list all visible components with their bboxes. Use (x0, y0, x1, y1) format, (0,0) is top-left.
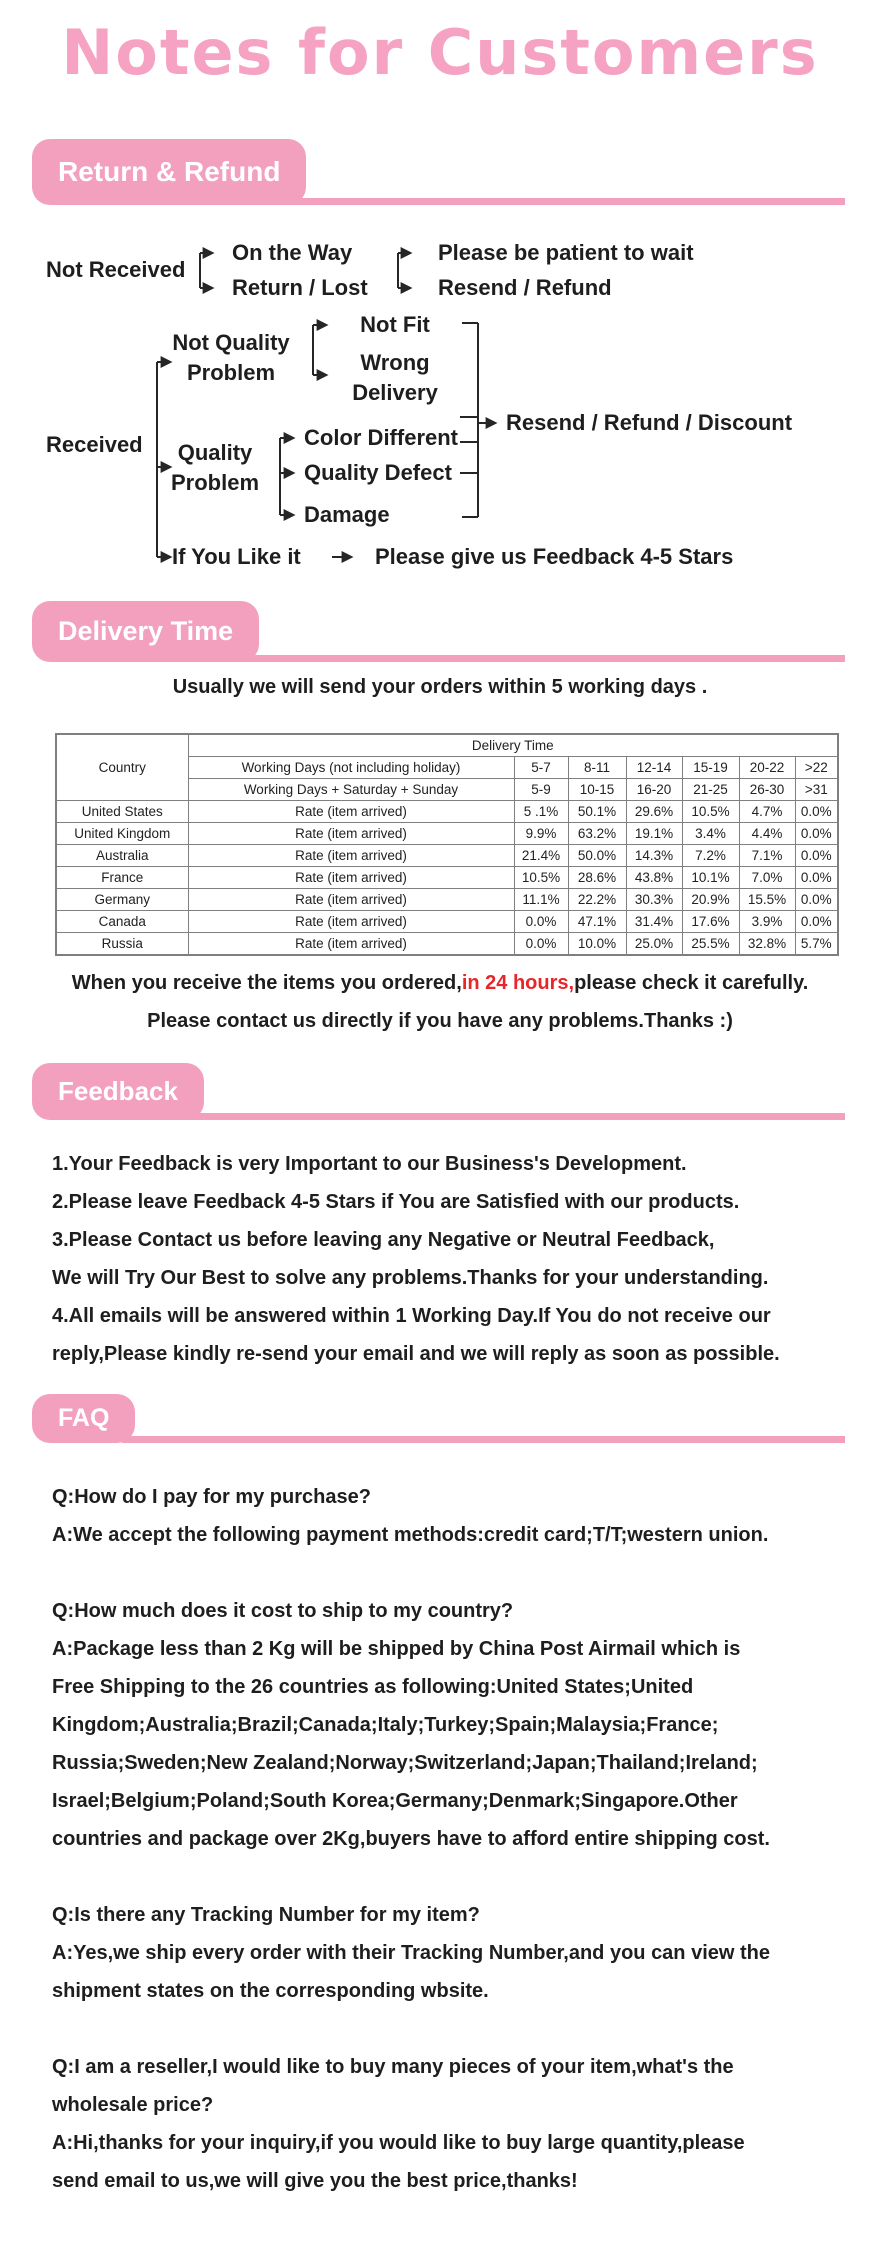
banner-rule (122, 1436, 845, 1443)
delivery-intro: Usually we will send your orders within 5 working days . (172, 676, 708, 698)
flow-quality-defect: Quality Defect (304, 460, 452, 485)
flow-on-the-way: On the Way (232, 240, 353, 265)
faq-banner (32, 1394, 845, 1443)
rate-cell: 17.6% (682, 911, 739, 933)
rate-cell: 0.0% (795, 845, 838, 867)
delivery-time-table (55, 733, 839, 956)
check-note-after: please check it carefully. (574, 972, 809, 994)
faq-line: A:Package less than 2 Kg will be shipped by China Post Airmail which is (52, 1638, 741, 1660)
faq-line: A:Yes,we ship every order with their Tracking Number,and you can view the (52, 1942, 770, 1964)
rate-cell: 3.4% (682, 823, 739, 845)
rate-cell: 32.8% (739, 933, 795, 956)
rate-cell: 10.0% (568, 933, 626, 956)
rate-label-cell: Rate (item arrived) (188, 933, 514, 956)
faq-line: countries and package over 2Kg,buyers have to afford entire shipping cost. (52, 1828, 770, 1850)
contact-note: Please contact us directly if you have any problems.Thanks :) (147, 1010, 733, 1032)
country-cell: Germany (56, 889, 188, 911)
country-cell: Russia (56, 933, 188, 956)
flow-quality-problem: Quality Problem (170, 440, 260, 495)
feedback-banner (32, 1063, 845, 1120)
faq-group (52, 1478, 864, 1554)
faq-group (52, 1896, 864, 2010)
faq-line: Russia;Sweden;New Zealand;Norway;Switzerland;Japan;Thailand;Ireland; (52, 1752, 758, 1774)
rate-cell: 9.9% (514, 823, 568, 845)
delivery-time-header-cell: Delivery Time (188, 734, 838, 757)
delivery-table-header (56, 734, 838, 801)
range-cell: 16-20 (626, 779, 682, 801)
rate-cell: 63.2% (568, 823, 626, 845)
range-cell: 5-7 (514, 757, 568, 779)
return-refund-heading: Return & Refund (32, 139, 306, 205)
range-cell: 10-15 (568, 779, 626, 801)
rate-cell: 7.2% (682, 845, 739, 867)
flow-resend-refund: Resend / Refund (438, 275, 612, 300)
check-note-highlight: in 24 hours, (461, 972, 575, 994)
faq-line: Q:How much does it cost to ship to my country? (52, 1600, 514, 1622)
feedback-line: 3.Please Contact us before leaving any Negative or Neutral Feedback, (52, 1229, 715, 1251)
rate-cell: 31.4% (626, 911, 682, 933)
rate-cell: 0.0% (795, 911, 838, 933)
faq-line: Q:How do I pay for my purchase? (52, 1486, 371, 1508)
rate-cell: 50.0% (568, 845, 626, 867)
rate-cell: 10.5% (514, 867, 568, 889)
rate-cell: 0.0% (514, 933, 568, 956)
rate-cell: 22.2% (568, 889, 626, 911)
page-title: Notes for Customers (61, 16, 819, 89)
feedback-line: 1.Your Feedback is very Important to our Business's Development. (52, 1153, 687, 1175)
flow-resend-refund-discount: Resend / Refund / Discount (506, 410, 793, 435)
faq-line: Q:I am a reseller,I would like to buy many pieces of your item,what's the (52, 2056, 734, 2078)
rate-cell: 19.1% (626, 823, 682, 845)
feedback-line: reply,Please kindly re-send your email and we will reply as soon as possible. (52, 1343, 780, 1365)
rate-cell: 7.0% (739, 867, 795, 889)
rate-label-cell: Rate (item arrived) (188, 823, 514, 845)
flow-not-received: Not Received (46, 257, 186, 282)
rate-label-cell: Rate (item arrived) (188, 889, 514, 911)
flow-feedback-stars: Please give us Feedback 4-5 Stars (375, 544, 734, 569)
country-cell: Canada (56, 911, 188, 933)
rate-cell: 0.0% (514, 911, 568, 933)
rate-label-cell: Rate (item arrived) (188, 845, 514, 867)
flow-not-fit: Not Fit (360, 312, 430, 337)
range-cell: 20-22 (739, 757, 795, 779)
range-cell: 26-30 (739, 779, 795, 801)
working-days-label-cell: Working Days (not including holiday) (188, 757, 514, 779)
rate-cell: 10.1% (682, 867, 739, 889)
faq-group (52, 2048, 864, 2200)
faq-line: wholesale price? (52, 2094, 214, 2116)
rate-cell: 43.8% (626, 867, 682, 889)
faq-line: A:We accept the following payment methods:credit card;T/T;western union. (52, 1524, 769, 1546)
rate-cell: 7.1% (739, 845, 795, 867)
range-cell: 21-25 (682, 779, 739, 801)
country-cell: Australia (56, 845, 188, 867)
feedback-line: 2.Please leave Feedback 4-5 Stars if You are Satisfied with our products. (52, 1191, 740, 1213)
return-refund-banner (32, 139, 845, 205)
rate-cell: 0.0% (795, 889, 838, 911)
feedback-heading: Feedback (32, 1063, 204, 1120)
rate-cell: 0.0% (795, 801, 838, 823)
range-cell: 5-9 (514, 779, 568, 801)
faq-line: Free Shipping to the 26 countries as following:United States;United (52, 1676, 694, 1698)
rate-label-cell: Rate (item arrived) (188, 911, 514, 933)
faq-line: A:Hi,thanks for your inquiry,if you would like to buy large quantity,please (52, 2132, 745, 2154)
delivery-time-banner (32, 601, 845, 662)
flow-not-quality-problem: Not Quality Problem (172, 330, 290, 385)
faq-line: Q:Is there any Tracking Number for my item? (52, 1904, 480, 1926)
table-row (56, 889, 838, 911)
rate-cell: 10.5% (682, 801, 739, 823)
rate-label-cell: Rate (item arrived) (188, 867, 514, 889)
table-row (56, 845, 838, 867)
flow-wrong-delivery: Wrong Delivery (352, 350, 438, 405)
rate-cell: 30.3% (626, 889, 682, 911)
flow-return-lost: Return / Lost (232, 275, 368, 300)
feedback-line: We will Try Our Best to solve any problems.Thanks for your understanding. (52, 1267, 769, 1289)
working-days-weekend-label-cell: Working Days + Saturday + Sunday (188, 779, 514, 801)
banner-rule (122, 1113, 845, 1120)
delivery-time-heading: Delivery Time (32, 601, 259, 662)
rate-cell: 47.1% (568, 911, 626, 933)
table-row (56, 867, 838, 889)
rate-cell: 3.9% (739, 911, 795, 933)
delivery-table-body (56, 801, 838, 956)
country-cell: United Kingdom (56, 823, 188, 845)
rate-label-cell: Rate (item arrived) (188, 801, 514, 823)
faq-heading: FAQ (32, 1394, 135, 1443)
faq-line: Kingdom;Australia;Brazil;Canada;Italy;Turkey;Spain;Malaysia;France; (52, 1714, 719, 1736)
range-cell: 8-11 (568, 757, 626, 779)
feedback-text-block (52, 1145, 864, 1373)
rate-cell: 5.7% (795, 933, 838, 956)
rate-cell: 28.6% (568, 867, 626, 889)
table-row (56, 801, 838, 823)
flow-damage: Damage (304, 502, 390, 527)
rate-cell: 0.0% (795, 867, 838, 889)
rate-cell: 4.4% (739, 823, 795, 845)
faq-line: Israel;Belgium;Poland;South Korea;Germany;Denmark;Singapore.Other (52, 1790, 738, 1812)
feedback-line: 4.All emails will be answered within 1 Working Day.If You do not receive our (52, 1305, 771, 1327)
range-cell: >22 (795, 757, 838, 779)
rate-cell: 11.1% (514, 889, 568, 911)
faq-line: shipment states on the corresponding wbsite. (52, 1980, 489, 2002)
table-row (56, 734, 838, 757)
rate-cell: 25.5% (682, 933, 739, 956)
rate-cell: 21.4% (514, 845, 568, 867)
rate-cell: 25.0% (626, 933, 682, 956)
range-cell: 12-14 (626, 757, 682, 779)
table-row (56, 823, 838, 845)
range-cell: >31 (795, 779, 838, 801)
rate-cell: 5 .1% (514, 801, 568, 823)
check-note-before: When you receive the items you ordered, (71, 972, 462, 994)
country-cell: France (56, 867, 188, 889)
check-note (0, 972, 880, 995)
rate-cell: 20.9% (682, 889, 739, 911)
rate-cell: 29.6% (626, 801, 682, 823)
rate-cell: 4.7% (739, 801, 795, 823)
rate-cell: 15.5% (739, 889, 795, 911)
range-cell: 15-19 (682, 757, 739, 779)
flow-if-you-like: If You Like it (172, 544, 301, 569)
faq-line: send email to us,we will give you the best price,thanks! (52, 2170, 578, 2192)
flow-color-different: Color Different (304, 425, 458, 450)
rate-cell: 14.3% (626, 845, 682, 867)
rate-cell: 0.0% (795, 823, 838, 845)
faq-text-block (52, 1478, 864, 2238)
rate-cell: 50.1% (568, 801, 626, 823)
faq-group (52, 1592, 864, 1858)
country-cell: United States (56, 801, 188, 823)
flow-received: Received (46, 432, 143, 457)
country-header-cell: Country (56, 734, 188, 801)
flow-be-patient: Please be patient to wait (438, 240, 694, 265)
table-row (56, 933, 838, 956)
table-row (56, 911, 838, 933)
